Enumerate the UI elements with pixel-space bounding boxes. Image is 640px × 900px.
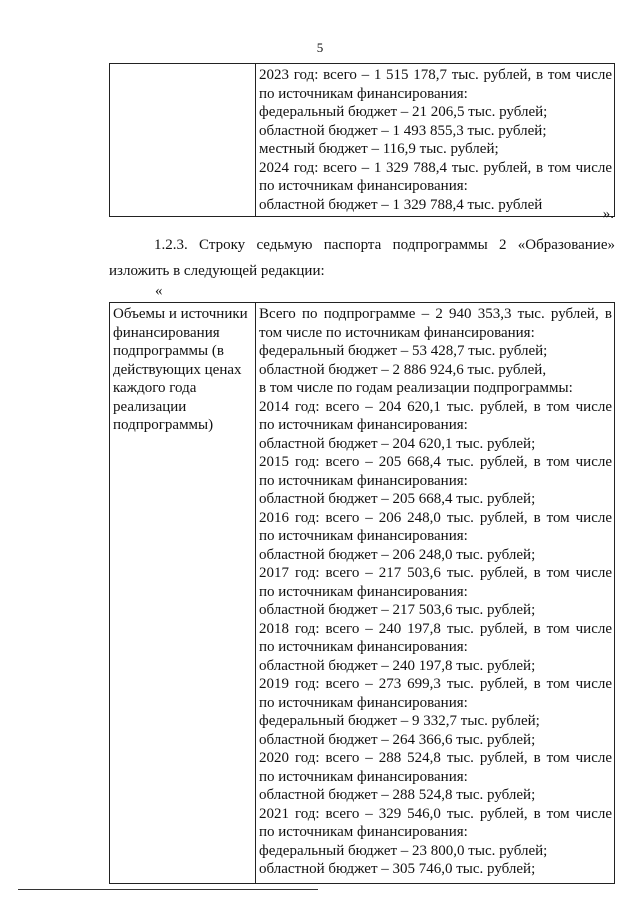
closing-quote: ».	[602, 206, 614, 222]
funding-line: областной бюджет – 305 746,0 тыс. рублей;	[259, 861, 536, 877]
funding-line: Всего по подпрограмме – 2 940 353,3 тыс. рублей, в	[259, 306, 612, 322]
funding-line: областной бюджет – 264 366,6 тыс. рублей;	[259, 731, 536, 748]
funding-line: областной бюджет – 204 620,1 тыс. рублей;	[259, 435, 536, 452]
table-row	[110, 303, 615, 884]
funding-line: 2014 год: всего – 204 620,1 тыс. рублей, в том числе	[259, 398, 612, 415]
table-cell-label: Объемы и источники финансирования подпрограммы (в действующих ценах каждого года реализации подпрограммы)	[110, 303, 256, 884]
funding-line: по источникам финансирования:	[259, 824, 468, 840]
funding-line: областной бюджет – 206 248,0 тыс. рублей;	[259, 546, 536, 563]
funding-line: по источникам финансирования:	[259, 472, 468, 489]
table-cell-label	[110, 64, 256, 217]
funding-line: областной бюджет – 1 329 788,4 тыс. рублей	[259, 196, 543, 213]
funding-lines	[259, 66, 612, 214]
funding-line: 2021 год: всего – 329 546,0 тыс. рублей, в том числе	[259, 805, 612, 822]
continued-passport-table	[109, 63, 615, 217]
funding-line: областной бюджет – 2 886 924,6 тыс. рублей,	[259, 361, 547, 378]
funding-line: 2023 год: всего – 1 515 178,7 тыс. рублей, в том числе	[259, 67, 612, 83]
funding-line: по источникам финансирования:	[259, 178, 468, 194]
funding-line: по источникам финансирования:	[259, 583, 468, 600]
funding-line: областной бюджет – 288 524,8 тыс. рублей;	[259, 787, 536, 803]
funding-line: федеральный бюджет – 9 332,7 тыс. рублей;	[259, 713, 540, 729]
funding-line: 2020 год: всего – 288 524,8 тыс. рублей, в том числе	[259, 750, 612, 766]
funding-line: федеральный бюджет – 23 800,0 тыс. рублей;	[259, 842, 548, 859]
funding-line: по источникам финансирования:	[259, 85, 468, 102]
amendment-paragraph: 1.2.3. Строку седьмую паспорта подпрограммы 2 «Образование» изложить в следующей редакции:	[109, 237, 615, 279]
table-cell-funding-continued	[256, 64, 615, 217]
funding-line: местный бюджет – 116,9 тыс. рублей;	[259, 141, 499, 157]
funding-line: по источникам финансирования:	[259, 639, 468, 655]
funding-line: по источникам финансирования:	[259, 417, 468, 433]
funding-line: 2024 год: всего – 1 329 788,4 тыс. рублей, в том числе	[259, 159, 612, 176]
funding-line: по источникам финансирования:	[259, 528, 468, 544]
funding-line: 2015 год: всего – 205 668,4 тыс. рублей, в том числе	[259, 454, 612, 470]
funding-line: областной бюджет – 217 503,6 тыс. рублей;	[259, 602, 536, 618]
opening-quote: «	[155, 283, 163, 299]
funding-line: в том числе по годам реализации подпрограммы:	[259, 380, 573, 396]
funding-line: 2017 год: всего – 217 503,6 тыс. рублей, в том числе	[259, 565, 612, 581]
funding-line: областной бюджет – 205 668,4 тыс. рублей;	[259, 491, 536, 507]
funding-line: том числе по источникам финансирования:	[259, 324, 535, 341]
page-number: 5	[316, 40, 324, 55]
funding-line: 2016 год: всего – 206 248,0 тыс. рублей, в том числе	[259, 509, 612, 526]
funding-line: 2019 год: всего – 273 699,3 тыс. рублей, в том числе	[259, 676, 612, 692]
funding-line: по источникам финансирования:	[259, 768, 468, 785]
funding-line: областной бюджет – 1 493 855,3 тыс. рублей;	[259, 122, 547, 139]
footer-divider	[18, 889, 318, 890]
funding-line: федеральный бюджет – 21 206,5 тыс. рублей;	[259, 104, 548, 120]
funding-line: областной бюджет – 240 197,8 тыс. рублей;	[259, 657, 536, 674]
table-row	[110, 64, 615, 217]
funding-line: 2018 год: всего – 240 197,8 тыс. рублей, в том числе	[259, 620, 612, 637]
table-cell-funding	[256, 303, 615, 884]
subprogram-passport-table	[109, 302, 615, 884]
funding-line: федеральный бюджет – 53 428,7 тыс. рублей;	[259, 343, 548, 359]
funding-lines	[259, 305, 612, 879]
funding-line: по источникам финансирования:	[259, 694, 468, 711]
